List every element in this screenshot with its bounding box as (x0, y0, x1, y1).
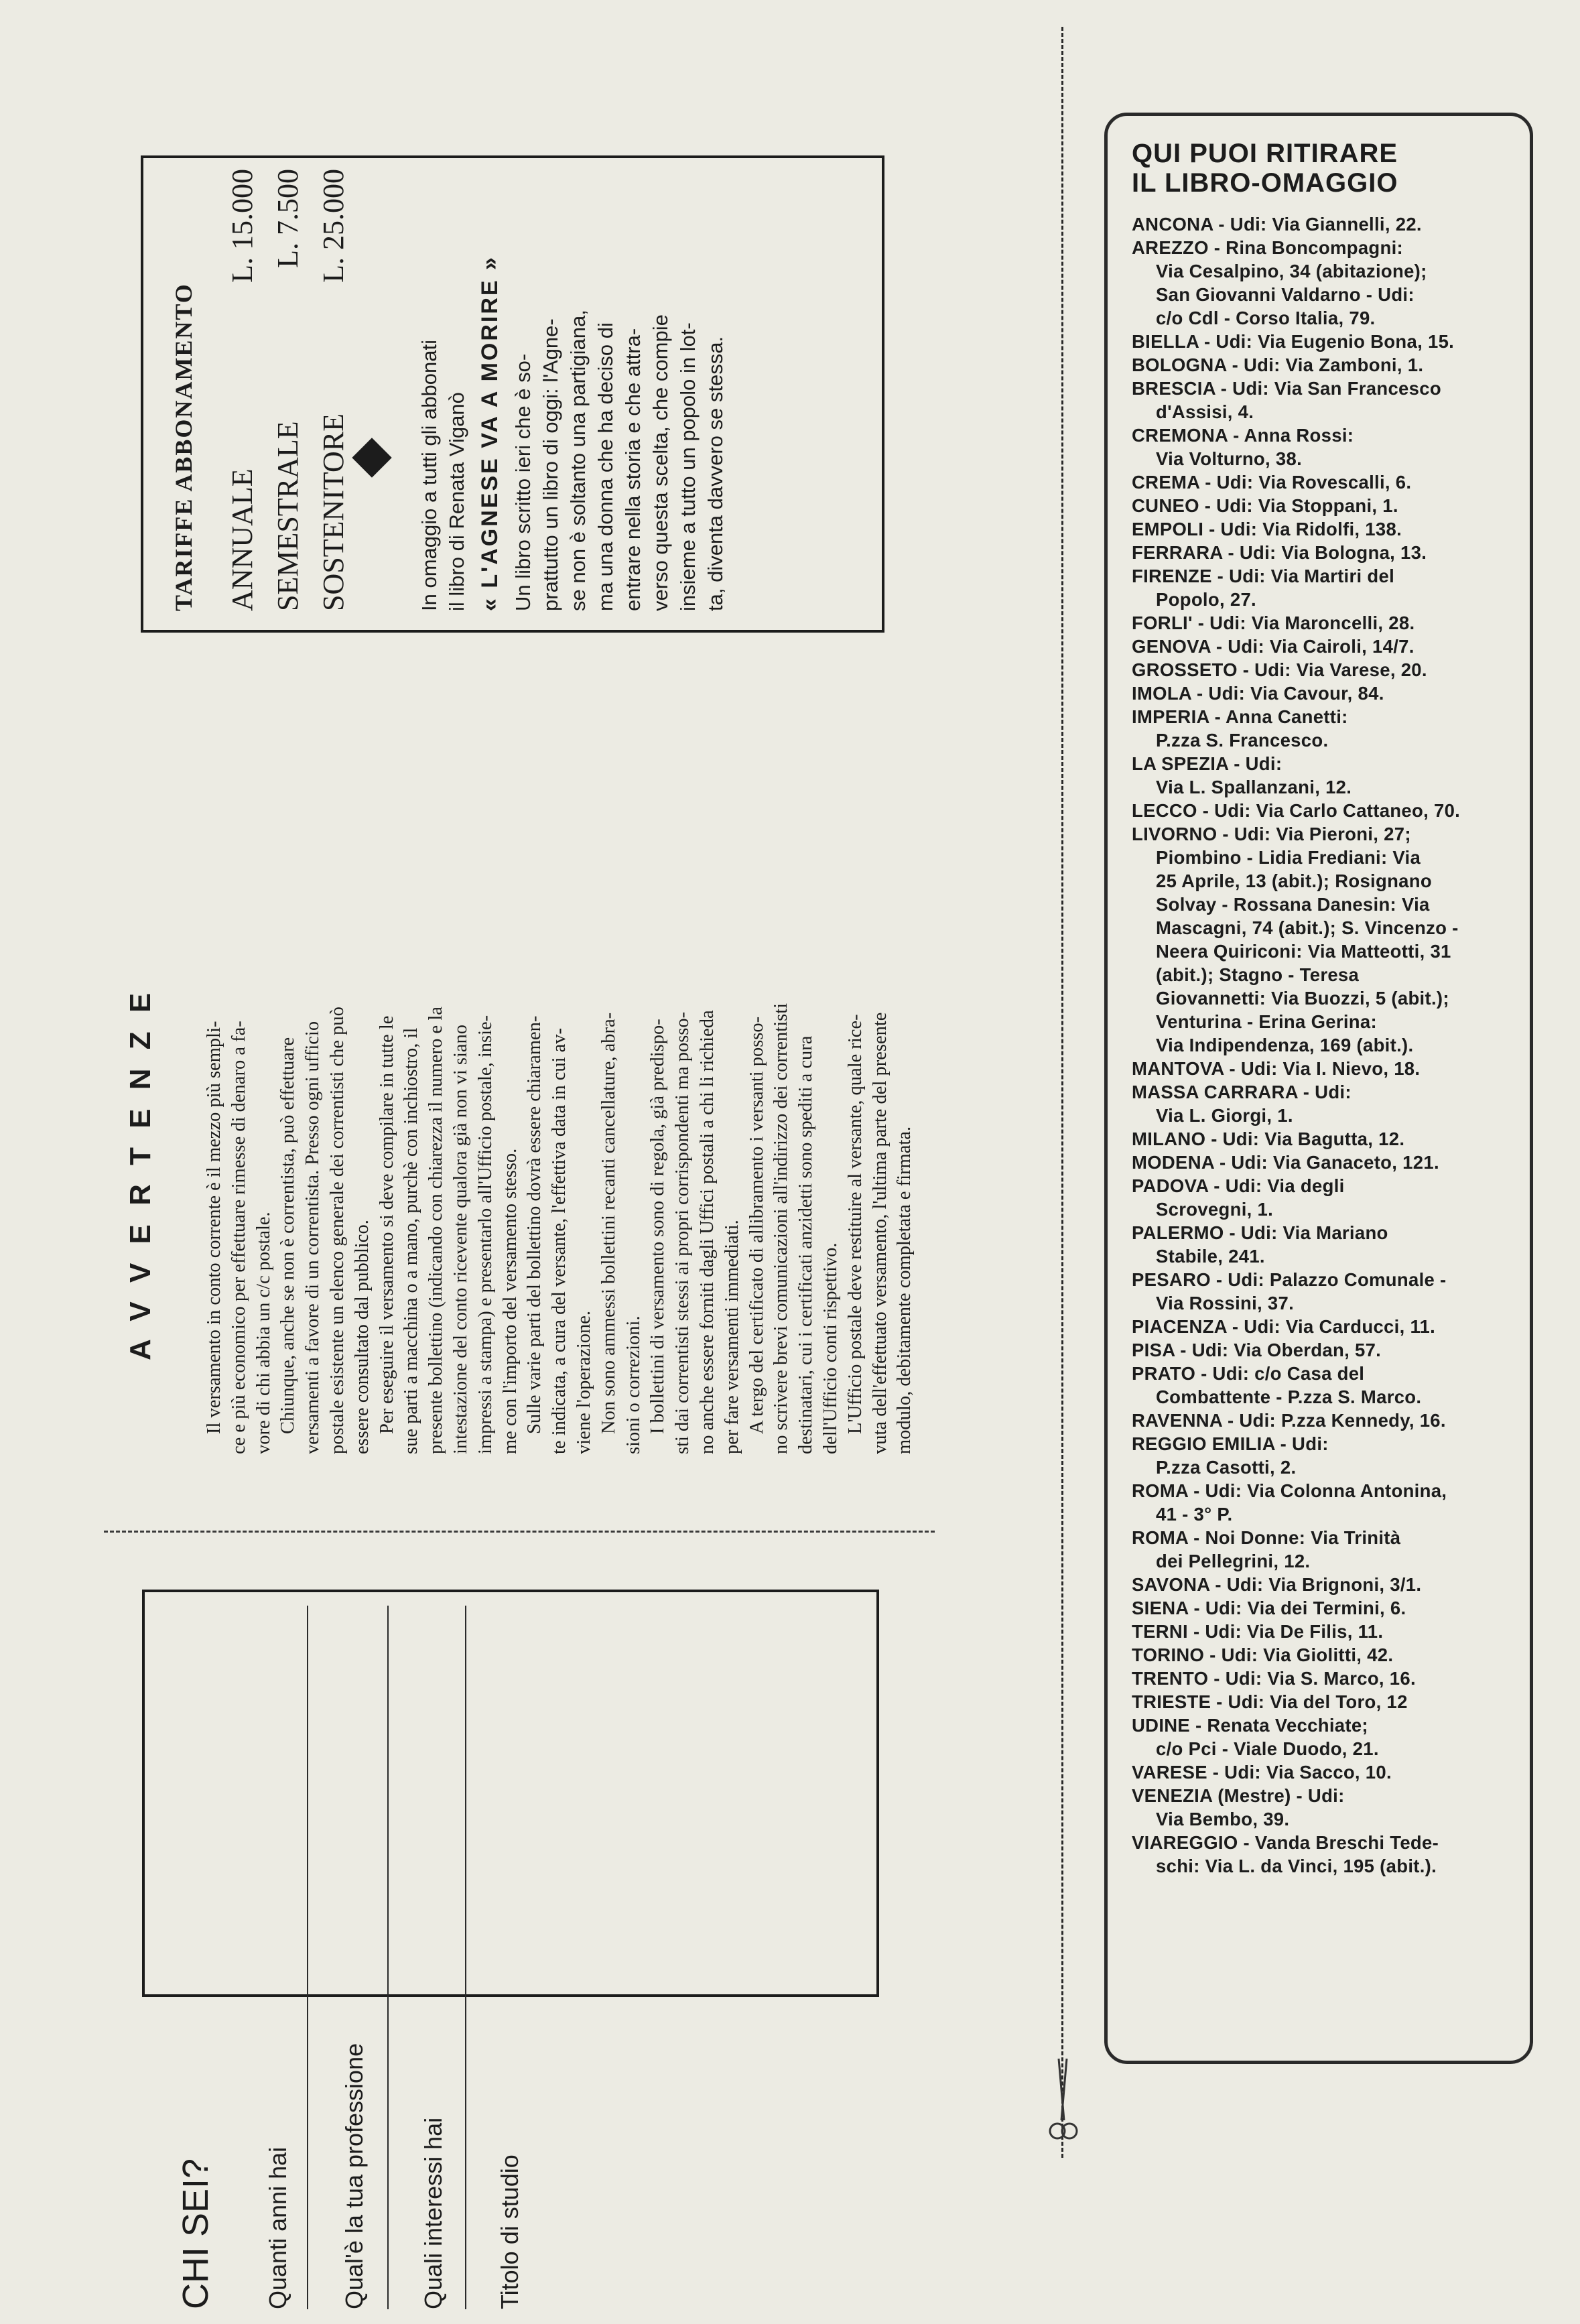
city-line-continued: Scrovegni, 1. (1156, 1199, 1274, 1220)
book-title: « L'AGNESE VA A MORIRE » (477, 255, 503, 611)
city-line-continued: Popolo, 27. (1156, 589, 1256, 610)
list-item (1132, 1526, 1512, 1573)
city-line: IMOLA - Udi: Via Cavour, 84. (1132, 683, 1384, 704)
avvertenze-line: I bollettini di versamento sono di regola, già predispo- (647, 1019, 669, 1434)
list-item (1132, 1409, 1512, 1432)
desc-line: Un libro scritto ieri che è so- (511, 353, 535, 611)
desc-line: se non è soltanto una partigiana, (566, 310, 590, 611)
avvertenze-title: A V V E R T E N Z E (124, 987, 157, 1360)
qui-title-line: IL LIBRO-OMAGGIO (1132, 168, 1398, 198)
city-line-continued: P.zza S. Francesco. (1156, 730, 1329, 751)
tariffe-row (220, 169, 265, 611)
cut-line-horizontal (104, 1531, 935, 1533)
chisei-question-row[interactable] (239, 1606, 308, 2309)
city-line: FERRARA - Udi: Via Bologna, 13. (1132, 542, 1427, 563)
tariffe-row-label: ANNUALE (226, 468, 259, 611)
tariffe-rows (220, 169, 356, 611)
city-line-continued: P.zza Casotti, 2. (1156, 1457, 1297, 1478)
avvertenze-line: Non sono ammessi bollettini recanti cancellature, abra- (598, 1012, 619, 1434)
list-item (1132, 635, 1512, 658)
city-line-continued: Via Rossini, 37. (1156, 1293, 1295, 1313)
avvertenze-line: L'Ufficio postale deve restituire al versante, quale rice- (844, 1014, 866, 1434)
city-line-continued: 41 - 3° P. (1156, 1504, 1233, 1525)
list-item (1132, 1643, 1512, 1667)
city-line-continued: San Giovanni Valdarno - Udi: (1156, 284, 1414, 305)
list-item (1132, 1151, 1512, 1174)
city-line: VARESE - Udi: Via Sacco, 10. (1132, 1762, 1392, 1783)
city-line-continued: dei Pellegrini, 12. (1156, 1551, 1311, 1571)
list-item (1132, 1596, 1512, 1620)
city-line-continued: c/o Cdl - Corso Italia, 79. (1156, 308, 1376, 328)
avvertenze-line: versamenti a favore di un correntista. Presso ogni ufficio (302, 1021, 324, 1454)
avvertenze-line: sioni o correzioni. (622, 1315, 644, 1454)
avvertenze-line: postale esistente un elenco generale dei correntisti che può (326, 1007, 348, 1454)
desc-line: entrare nella storia e che attra- (621, 328, 645, 611)
list-item (1132, 1690, 1512, 1714)
city-line: MILANO - Udi: Via Bagutta, 12. (1132, 1128, 1405, 1149)
list-item (1132, 1315, 1512, 1338)
list-item (1132, 1174, 1512, 1221)
tariffe-row-label: SEMESTRALE (271, 421, 304, 611)
chisei-title: CHI SEI? (176, 2158, 216, 2309)
list-item (1132, 377, 1512, 424)
list-item (1132, 1221, 1512, 1268)
city-line-continued: Via Bembo, 39. (1156, 1809, 1290, 1829)
list-item (1132, 1127, 1512, 1151)
city-line-continued: Via Cesalpino, 34 (abitazione); (1156, 261, 1427, 281)
city-line-continued: Combattente - P.zza S. Marco. (1156, 1386, 1422, 1407)
city-line: LIVORNO - Udi: Via Pieroni, 27; (1132, 824, 1411, 844)
avvertenze-line: per fare versamenti immediati. (721, 1220, 742, 1454)
city-line: SAVONA - Udi: Via Brignoni, 3/1. (1132, 1574, 1422, 1595)
city-line: PADOVA - Udi: Via degli (1132, 1175, 1345, 1196)
city-line: PESARO - Udi: Palazzo Comunale - (1132, 1269, 1447, 1290)
avvertenze-line: sti dai correntisti stessi ai propri corrispondenti ma posso- (672, 1011, 694, 1454)
list-item (1132, 1760, 1512, 1784)
desc-line: verso questa scelta, che compie (649, 314, 672, 611)
avvertenze-line: intestazione del conto ricevente qualora già non vi siano (450, 1024, 471, 1454)
city-line: CREMA - Udi: Via Rovescalli, 6. (1132, 472, 1412, 493)
city-line-continued: 25 Aprile, 13 (abit.); Rosignano (1156, 870, 1432, 891)
city-line: EMPOLI - Udi: Via Ridolfi, 138. (1132, 519, 1402, 539)
city-line: CUNEO - Udi: Via Stoppani, 1. (1132, 495, 1398, 516)
city-line: LECCO - Udi: Via Carlo Cattaneo, 70. (1132, 800, 1461, 821)
chisei-question-row[interactable] (319, 1606, 389, 2309)
avvertenze-line: dell'Ufficio conti rispettivo. (819, 1242, 841, 1454)
list-item (1132, 799, 1512, 822)
avvertenze-line: modulo, debitamente completata e firmata. (894, 1126, 915, 1454)
city-line: FIRENZE - Udi: Via Martiri del (1132, 566, 1395, 586)
city-line-continued: Giovannetti: Via Buozzi, 5 (abit.); (1156, 988, 1449, 1009)
tariffe-row-price: L. 15.000 (226, 169, 259, 283)
omaggio-line: In omaggio a tutti gli abbonati (417, 340, 441, 611)
city-line: TERNI - Udi: Via De Filis, 11. (1132, 1621, 1384, 1642)
list-item (1132, 1667, 1512, 1690)
list-item (1132, 517, 1512, 541)
avvertenze-line: viene l'operazione. (573, 1310, 594, 1454)
list-item (1132, 682, 1512, 705)
desc-line: ma una donna che ha deciso di (594, 322, 617, 611)
chisei-question-label: Quanti anni hai (264, 2146, 291, 2309)
chisei-content (145, 1592, 547, 2324)
tariffe-row-price: L. 7.500 (271, 169, 304, 268)
city-line: BIELLA - Udi: Via Eugenio Bona, 15. (1132, 331, 1455, 352)
tariffe-row-price: L. 25.000 (317, 169, 350, 283)
chisei-question-row[interactable] (473, 1606, 540, 2309)
city-line: REGGIO EMILIA - Udi: (1132, 1433, 1329, 1454)
city-line-continued: (abit.); Stagno - Teresa (1156, 964, 1360, 985)
scissors-icon (1043, 2056, 1083, 2150)
avvertenze-line: Sulle varie parti del bollettino dovrà essere chiaramen- (524, 1015, 545, 1434)
city-line-continued: Via Indipendenza, 169 (abit.). (1156, 1035, 1414, 1055)
city-line-continued: c/o Pci - Viale Duodo, 21. (1156, 1738, 1379, 1759)
chisei-question-label: Qual'è la tua professione (340, 2043, 368, 2309)
tariffe-content (143, 158, 882, 630)
city-line: FORLI' - Udi: Via Maroncelli, 28. (1132, 612, 1415, 633)
list-item (1132, 236, 1512, 330)
list-item (1132, 212, 1512, 236)
list-item (1132, 1338, 1512, 1362)
list-item (1132, 705, 1512, 752)
avvertenze-line: presente bollettino (indicando con chiarezza il numero e la (425, 1007, 447, 1454)
city-line: UDINE - Renata Vecchiate; (1132, 1715, 1368, 1736)
avvertenze-line: sue parti a macchina o a mano, purchè con inchiostro, il (401, 1027, 422, 1454)
cut-line-vertical (1061, 27, 1063, 2158)
list-item (1132, 470, 1512, 494)
city-line: PIACENZA - Udi: Via Carducci, 11. (1132, 1316, 1436, 1337)
city-line: ROMA - Udi: Via Colonna Antonina, (1132, 1480, 1447, 1501)
avvertenze-line: A tergo del certificato di allibramento i versanti posso- (746, 1016, 767, 1434)
city-line: LA SPEZIA - Udi: (1132, 753, 1282, 774)
city-line: CREMONA - Anna Rossi: (1132, 425, 1354, 446)
chisei-question-row[interactable] (397, 1606, 466, 2309)
desc-line: ta, diventa davvero se stessa. (704, 336, 727, 611)
list-item (1132, 1268, 1512, 1315)
list-item (1132, 1057, 1512, 1080)
chisei-question-label: Titolo di studio (496, 2154, 523, 2309)
avvertenze-line: Il versamento in conto corrente è il mezzo più sempli- (204, 1021, 224, 1434)
list-item (1132, 494, 1512, 517)
avvertenze-body (202, 690, 917, 1454)
tariffe-row-label: SOSTENITORE (317, 413, 350, 611)
city-line: TRENTO - Udi: Via S. Marco, 16. (1132, 1668, 1416, 1689)
chisei-box (142, 1590, 879, 2309)
list-item (1132, 1714, 1512, 1760)
avvertenze-line: vore di chi abbia un c/c postale. (253, 1212, 274, 1454)
qui-puoi-box (1104, 113, 1533, 2064)
list-item (1132, 1479, 1512, 1526)
list-item (1132, 1620, 1512, 1643)
list-item (1132, 1362, 1512, 1409)
city-line: MODENA - Udi: Via Ganaceto, 121. (1132, 1152, 1439, 1173)
city-line: PALERMO - Udi: Via Mariano (1132, 1222, 1388, 1243)
city-line: ROMA - Noi Donne: Via Trinità (1132, 1527, 1401, 1548)
avvertenze-line: essere consultato dal pubblico. (351, 1220, 373, 1454)
city-line: BOLOGNA - Udi: Via Zamboni, 1. (1132, 354, 1424, 375)
list-item (1132, 752, 1512, 799)
avvertenze-line: destinatari, cui i certificati anzidetti sono spediti a cura (795, 1035, 817, 1454)
list-item (1132, 330, 1512, 353)
city-line: MANTOVA - Udi: Via I. Nievo, 18. (1132, 1058, 1421, 1079)
avvertenze-line: me con l'importo del versamento stesso. (499, 1148, 521, 1454)
avvertenze-line: te indicata, a cura del versante, l'effettiva data in cui av- (549, 1027, 570, 1454)
list-item (1132, 611, 1512, 635)
avvertenze-line: Per eseguire il versamento si deve compilare in tutte le (376, 1015, 397, 1434)
city-line: VIAREGGIO - Vanda Breschi Tede- (1132, 1832, 1439, 1853)
avvertenze-line: Chiunque, anche se non è correntista, può effettuare (277, 1037, 299, 1434)
city-line: PRATO - Udi: c/o Casa del (1132, 1363, 1365, 1384)
qui-puoi-list (1132, 212, 1512, 1878)
city-line: TORINO - Udi: Via Giolitti, 42. (1132, 1644, 1394, 1665)
avvertenze-line: no scrivere brevi comunicazioni all'indirizzo dei correntisti (771, 1003, 792, 1454)
city-line: VENEZIA (Mestre) - Udi: (1132, 1785, 1345, 1806)
list-item (1132, 1831, 1512, 1878)
omaggio-line: il libro di Renata Viganò (445, 392, 468, 611)
city-line: PISA - Udi: Via Oberdan, 57. (1132, 1340, 1382, 1360)
city-line: ANCONA - Udi: Via Giannelli, 22. (1132, 214, 1422, 235)
city-line: RAVENNA - Udi: P.zza Kennedy, 16. (1132, 1410, 1446, 1431)
city-line: AREZZO - Rina Boncompagni: (1132, 237, 1404, 258)
city-line: MASSA CARRARA - Udi: (1132, 1082, 1352, 1102)
list-item (1132, 353, 1512, 377)
tariffe-row (265, 169, 311, 611)
tariffe-title: TARIFFE ABBONAMENTO (170, 283, 197, 611)
avvertenze-section (121, 690, 915, 1454)
city-line: IMPERIA - Anna Canetti: (1132, 706, 1348, 727)
avvertenze-line: ce e più economico per effettuare rimesse di denaro a fa- (228, 1021, 249, 1454)
city-line-continued: Neera Quiriconi: Via Matteotti, 31 (1156, 941, 1451, 962)
city-line-continued: Stabile, 241. (1156, 1246, 1265, 1267)
city-line: TRIESTE - Udi: Via del Toro, 12 (1132, 1691, 1408, 1712)
desc-line: prattutto un libro di oggi: l'Agne- (539, 318, 562, 611)
city-line-continued: Venturina - Erina Gerina: (1156, 1011, 1377, 1032)
city-line-continued: d'Assisi, 4. (1156, 401, 1254, 422)
tariffe-row (311, 169, 356, 611)
list-item (1132, 658, 1512, 682)
tariffe-box (141, 155, 884, 633)
city-line-continued: Solvay - Rossana Danesin: Via (1156, 894, 1430, 915)
list-item (1132, 564, 1512, 611)
city-line: GENOVA - Udi: Via Cairoli, 14/7. (1132, 636, 1414, 657)
desc-line: insieme a tutto un popolo in lot- (676, 322, 700, 611)
city-line-continued: Via Volturno, 38. (1156, 448, 1303, 469)
list-item (1132, 1080, 1512, 1127)
city-line-continued: Via L. Spallanzani, 12. (1156, 777, 1352, 797)
list-item (1132, 424, 1512, 470)
avvertenze-line: no anche essere forniti dagli Uffici postali a chi li richieda (696, 1010, 718, 1454)
list-item (1132, 822, 1512, 1057)
city-line-continued: Mascagni, 74 (abit.); S. Vincenzo - (1156, 917, 1459, 938)
avvertenze-line: impressi a stampa) e presentarlo all'Ufficio postale, insie- (474, 1015, 496, 1454)
list-item (1132, 1573, 1512, 1596)
list-item (1132, 541, 1512, 564)
list-item (1132, 1784, 1512, 1831)
list-item (1132, 1432, 1512, 1479)
city-line: BRESCIA - Udi: Via San Francesco (1132, 378, 1441, 399)
qui-title-line: QUI PUOI RITIRARE (1132, 139, 1398, 168)
city-line-continued: Via L. Giorgi, 1. (1156, 1105, 1293, 1126)
diamond-icon (352, 438, 391, 477)
qui-puoi-title (1132, 139, 1512, 198)
city-line: SIENA - Udi: Via dei Termini, 6. (1132, 1598, 1406, 1618)
city-line-continued: Piombino - Lidia Frediani: Via (1156, 847, 1421, 868)
city-line: GROSSETO - Udi: Via Varese, 20. (1132, 659, 1427, 680)
avvertenze-line: vuta dell'effettuato versamento, l'ultima parte del presente (869, 1012, 891, 1454)
chisei-question-label: Quali interessi hai (419, 2117, 447, 2309)
city-line-continued: schi: Via L. da Vinci, 195 (abit.). (1156, 1856, 1437, 1876)
